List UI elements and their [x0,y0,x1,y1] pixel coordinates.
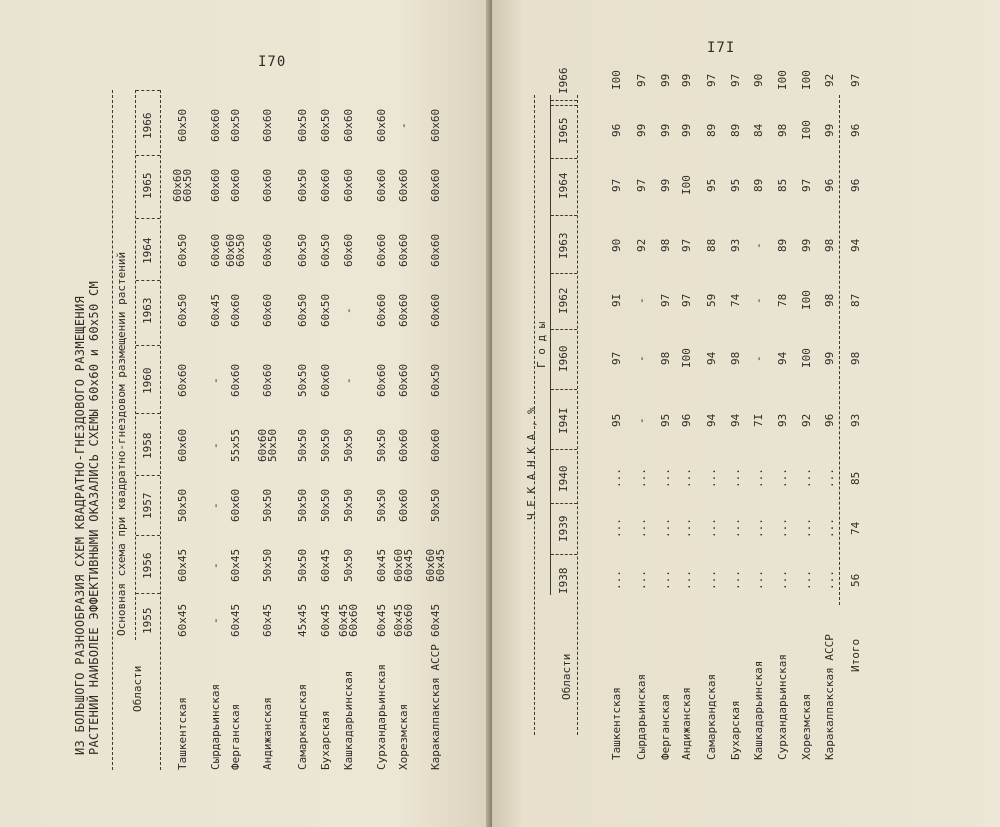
year-divider [551,215,577,216]
year-col-1965: 1965 [141,172,154,199]
table-cell: ... [610,468,623,488]
table-cell: 98 [729,351,742,365]
total-cell: 96 [849,178,862,192]
table-cell: 60х45 [375,603,388,637]
row-region: Бухарская [319,710,332,770]
table-cell: 60х60 [176,363,189,397]
total-label: Итого [849,638,862,672]
table-cell: 60х45 [375,548,388,582]
table-cell: ... [659,518,672,538]
row-region: Хорезмская [800,693,813,760]
table-cell: 59 [705,293,718,307]
row-region: Сырдарьинская [209,683,222,770]
table-cell: 60х60 [209,108,222,142]
table-cell: 60х60 [229,363,242,397]
table-cell: 60х45 [319,603,332,637]
table-cell: 60х50 [319,233,332,267]
table-cell: 60х50 [319,108,332,142]
table-cell: 92 [635,238,648,252]
table-cell: 50х50 [296,428,309,462]
header-divider-end [551,100,577,101]
table-cell: 60х60 [429,108,442,142]
total-cell: 97 [849,73,862,87]
table-cell: 60х60 [209,233,222,267]
table-cell: ... [635,518,648,538]
table-cell: 96 [610,123,623,137]
table-cell: 92 [800,413,813,427]
header-regions: Области [560,653,573,700]
table-cell: I00 [680,348,693,368]
header-regions: Области [131,665,144,712]
year-divider [551,503,577,504]
table-cell: 60х60 [229,293,242,327]
table-cell: 97 [635,73,648,87]
table-title-line-2: РАСТЕНИЙ НАИБОЛЕЕ ЭФФЕКТИВНЫМИ ОКАЗАЛИСЬ СХЕМЫ 60х60 и 60х50 СМ [87,280,101,755]
table-cell: 50х50 [319,428,332,462]
table-cell: 55х55 [229,428,242,462]
year-col-1963: 1963 [141,297,154,324]
year-col-1958: 1958 [141,432,154,459]
table-title: Ч Е К А Н К А , % [525,407,538,520]
table-cell [339,603,359,636]
table-cell: - [635,296,648,304]
year-col-I938: I938 [557,567,570,594]
year-divider [551,329,577,330]
table-cell: ... [659,468,672,488]
row-region: Бухарская [729,700,742,760]
table-cell: 50х50 [342,488,355,522]
table-cell [173,168,193,201]
table-cell: 60х60 [429,168,442,202]
table-cell: I00 [680,175,693,195]
table-cell: 99 [823,351,836,365]
row-region: Самаркандская [296,683,309,770]
table-cell: - [635,354,648,362]
table-cell: - [397,121,410,129]
table-cell: 60х45 [429,603,442,637]
table-cell: - [209,561,222,569]
cell-part: 60х60 [171,168,184,202]
year-divider [551,389,577,390]
table-cell: 60х60 [397,233,410,267]
table-cell: 60х60 [319,363,332,397]
cell-part: 50х50 [266,428,279,462]
table-cell: - [342,376,355,384]
table-cell: ... [635,468,648,488]
table-cell: 99 [635,123,648,137]
table-cell: I00 [800,348,813,368]
year-divider [136,280,160,281]
table-cell: ... [635,570,648,590]
table-cell: ... [823,518,836,538]
year-col-I960: I960 [557,345,570,372]
table-cell [394,548,414,581]
year-divider [136,475,160,476]
table-cell: ... [705,570,718,590]
total-cell: 85 [849,471,862,485]
table-cell: - [209,441,222,449]
table-cell: 60х60 [342,108,355,142]
table-cell: 60х50 [296,168,309,202]
table-cell: 60х60 [229,168,242,202]
year-col-1966: 1966 [141,112,154,139]
table-cell: 89 [776,238,789,252]
row-region: Хорезмская [397,703,410,770]
table-cell: 60х60 [342,233,355,267]
cell-part: 60х60 [424,548,437,582]
table-cell [258,428,278,461]
table-cell: I00 [776,70,789,90]
year-col-I94I: I94I [557,407,570,434]
total-cell: 93 [849,413,862,427]
table-cell: 50х50 [261,488,274,522]
table-cell: 60х60 [342,168,355,202]
table-cell: 99 [823,123,836,137]
table-cell: 89 [752,178,765,192]
table-cell: 60х60 [375,233,388,267]
table-cell: 60х60 [397,428,410,462]
table-cell: 95 [705,178,718,192]
table-cell: ... [823,468,836,488]
table-cell: I00 [800,70,813,90]
table-cell: 60х60 [375,293,388,327]
table-cell: 99 [659,178,672,192]
year-col-I964: I964 [557,172,570,199]
year-divider [551,554,577,555]
table-cell: 60х60 [375,168,388,202]
table-cell: 95 [610,413,623,427]
table-cell: 50х50 [342,428,355,462]
cell-part: 60х45 [392,603,405,637]
table-cell: - [752,354,765,362]
year-col-1956: 1956 [141,552,154,579]
cell-part: 60х50 [181,168,194,202]
table-cell: 94 [705,413,718,427]
year-col-I966: I966 [557,67,570,94]
table-cell: ... [800,570,813,590]
table-cell: ... [680,570,693,590]
year-col-1960: 1960 [141,367,154,394]
table-cell: 60х60 [397,293,410,327]
table-cell: - [635,416,648,424]
table-cell: - [209,501,222,509]
table-line-span [135,90,136,640]
table-cell: ... [729,570,742,590]
year-divider [551,158,577,159]
table-cell: 89 [705,123,718,137]
table-cell: 60х60 [429,428,442,462]
header-span: Г о д ы [535,321,548,368]
page-number-left: I70 [258,54,287,70]
table-cell: 60х60 [229,488,242,522]
table-cell: 50х50 [261,548,274,582]
year-divider [136,413,160,414]
table-cell: 50х50 [429,488,442,522]
year-divider [136,535,160,536]
table-cell: 60х60 [209,168,222,202]
table-cell: 99 [680,123,693,137]
table-cell: 60х60 [319,168,332,202]
year-col-1955: 1955 [141,607,154,634]
table-cell: 60х50 [176,108,189,142]
cell-part: 60х60 [347,603,360,637]
table-cell: 60х45 [176,603,189,637]
table-cell: 99 [680,73,693,87]
table-cell: 60х60 [375,108,388,142]
table-cell: ... [705,468,718,488]
year-col-I963: I963 [557,232,570,259]
table-cell: - [752,241,765,249]
left-page [0,0,496,827]
table-cell: - [209,616,222,624]
table-cell: 97 [800,178,813,192]
total-cell: 98 [849,351,862,365]
table-cell: 60х50 [296,108,309,142]
table-cell: 88 [705,238,718,252]
table-cell: ... [659,570,672,590]
table-cell: 99 [800,238,813,252]
cell-part: 60х50 [234,233,247,267]
table-cell: 60х50 [176,233,189,267]
table-cell: 84 [752,123,765,137]
row-region: Ташкентская [610,687,623,760]
table-cell: 92 [823,73,836,87]
table-cell: - [752,296,765,304]
table-cell: 94 [705,351,718,365]
table-cell: ... [776,570,789,590]
row-region: Каракалпакская АССР [429,644,442,770]
table-cell: 60х45 [209,293,222,327]
year-col-1957: 1957 [141,492,154,519]
year-col-I940: I940 [557,465,570,492]
row-region: Ферганская [659,693,672,760]
year-divider [136,155,160,156]
table-cell: 9I [610,293,623,307]
table-cell: 89 [729,123,742,137]
table-cell: 97 [610,351,623,365]
table-cell: 97 [680,238,693,252]
table-cell: 60х50 [296,293,309,327]
table-cell: 7I [752,413,765,427]
table-cell: 85 [776,178,789,192]
row-region: Сырдарьинская [635,673,648,760]
table-cell: 94 [776,351,789,365]
table-cell: 97 [729,73,742,87]
table-cell: 99 [659,73,672,87]
table-cell: 60х50 [319,293,332,327]
table-cell: ... [680,518,693,538]
table-cell: 60х45 [229,603,242,637]
table-title-line-1: ИЗ БОЛЬШОГО РАЗНООБРАЗИЯ СХЕМ КВАДРАТНО-ГНЕЗДОВОГО РАЗМЕЩЕНИЯ [73,295,87,755]
cell-part: 60х45 [402,548,415,582]
header-span: Основная схема при квадратно-гнездовом размещении растений [115,251,128,636]
table-cell: ... [776,468,789,488]
table-cell: 60х60 [429,233,442,267]
cell-part: 60х60 [256,428,269,462]
table-cell: 60х50 [429,363,442,397]
table-cell: ... [752,570,765,590]
total-cell: 74 [849,521,862,535]
total-cell: 87 [849,293,862,307]
table-line-header [577,95,578,735]
table-cell: ... [729,518,742,538]
table-cell: 50х50 [296,488,309,522]
table-cell: 50х50 [375,488,388,522]
cell-part: 60х60 [224,233,237,267]
table-cell: 60х60 [261,363,274,397]
table-cell: - [342,306,355,314]
table-cell: 60х45 [176,548,189,582]
table-cell: 97 [610,178,623,192]
year-col-1964: 1964 [141,237,154,264]
table-cell: 90 [610,238,623,252]
table-cell: 60х60 [176,428,189,462]
year-divider [551,449,577,450]
table-line-left [534,95,535,735]
total-line [839,95,840,605]
table-cell: 60х60 [261,233,274,267]
table-cell: 93 [729,238,742,252]
table-cell: 98 [823,293,836,307]
total-cell: 96 [849,123,862,137]
table-cell: 97 [680,293,693,307]
table-cell: 98 [776,123,789,137]
year-divider [551,105,577,106]
table-cell [394,603,414,636]
row-region: Кашкадарьинская [752,660,765,760]
year-col-I965: I965 [557,117,570,144]
table-cell: 99 [659,123,672,137]
table-cell: 50х50 [296,363,309,397]
row-region: Сурхандарьинская [375,664,388,770]
table-cell: 96 [823,413,836,427]
table-cell: ... [610,518,623,538]
table-cell: 96 [823,178,836,192]
table-cell: ... [729,468,742,488]
row-region: Ташкентская [176,697,189,770]
cell-part: 60х45 [337,603,350,637]
year-divider [551,273,577,274]
table-cell [226,233,246,266]
table-cell: 60х60 [397,363,410,397]
table-cell: 94 [729,413,742,427]
table-cell [426,548,446,581]
cell-part: 60х60 [392,548,405,582]
cell-part: 60х45 [434,548,447,582]
table-cell: I00 [610,70,623,90]
table-cell: 90 [752,73,765,87]
table-cell: 60х45 [229,548,242,582]
table-cell: 60х45 [319,548,332,582]
table-cell: 98 [823,238,836,252]
table-cell: 96 [680,413,693,427]
table-cell: 95 [729,178,742,192]
table-cell: 50х50 [319,488,332,522]
year-divider [136,218,160,219]
table-cell: 60х45 [261,603,274,637]
table-cell: I00 [800,290,813,310]
row-region: Андижанская [680,687,693,760]
table-cell: 60х60 [397,488,410,522]
table-cell: 60х60 [261,168,274,202]
total-cell: 94 [849,238,862,252]
row-region: Кашкадарьинская [342,670,355,770]
table-cell: ... [610,570,623,590]
year-divider [136,593,160,594]
table-line-header [160,90,161,770]
table-cell: - [209,376,222,384]
year-col-I962: I962 [557,287,570,314]
year-divider [136,345,160,346]
table-cell: ... [752,468,765,488]
table-cell: ... [800,468,813,488]
table-cell: ... [752,518,765,538]
table-cell: 60х50 [296,233,309,267]
table-cell: 74 [729,293,742,307]
table-cell: 60х60 [375,363,388,397]
row-region: Сурхандарьинская [776,654,789,760]
table-cell: 97 [635,178,648,192]
table-cell: 97 [659,293,672,307]
table-cell: ... [705,518,718,538]
right-page [492,0,1000,827]
row-region: Андижанская [261,697,274,770]
table-cell: 50х50 [176,488,189,522]
table-cell: ... [680,468,693,488]
page-number-right: I7I [707,40,736,56]
table-cell: 97 [705,73,718,87]
row-region: Ферганская [229,703,242,770]
table-cell: 50х50 [342,548,355,582]
table-cell: 60х60 [397,168,410,202]
header-divider-end [136,90,160,91]
table-cell: 60х60 [261,108,274,142]
table-cell: 60х50 [229,108,242,142]
table-cell: 93 [776,413,789,427]
table-line-span [550,95,551,595]
table-cell: ... [776,518,789,538]
table-cell: ... [800,518,813,538]
table-cell: 60х50 [176,293,189,327]
table-cell: ... [823,570,836,590]
table-cell: 45х45 [296,603,309,637]
year-col-I939: I939 [557,515,570,542]
table-cell: 98 [659,351,672,365]
table-cell: 50х50 [296,548,309,582]
table-cell: 95 [659,413,672,427]
table-cell: 50х50 [375,428,388,462]
total-cell: 56 [849,573,862,587]
table-cell: 60х60 [429,293,442,327]
table-cell: 78 [776,293,789,307]
table-cell: 98 [659,238,672,252]
table-cell: 60х60 [261,293,274,327]
row-region: Каракалпакская АССР [823,634,836,760]
row-region: Самаркандская [705,673,718,760]
cell-part: 60х60 [402,603,415,637]
table-cell: I00 [800,120,813,140]
table-line-left [112,90,113,770]
